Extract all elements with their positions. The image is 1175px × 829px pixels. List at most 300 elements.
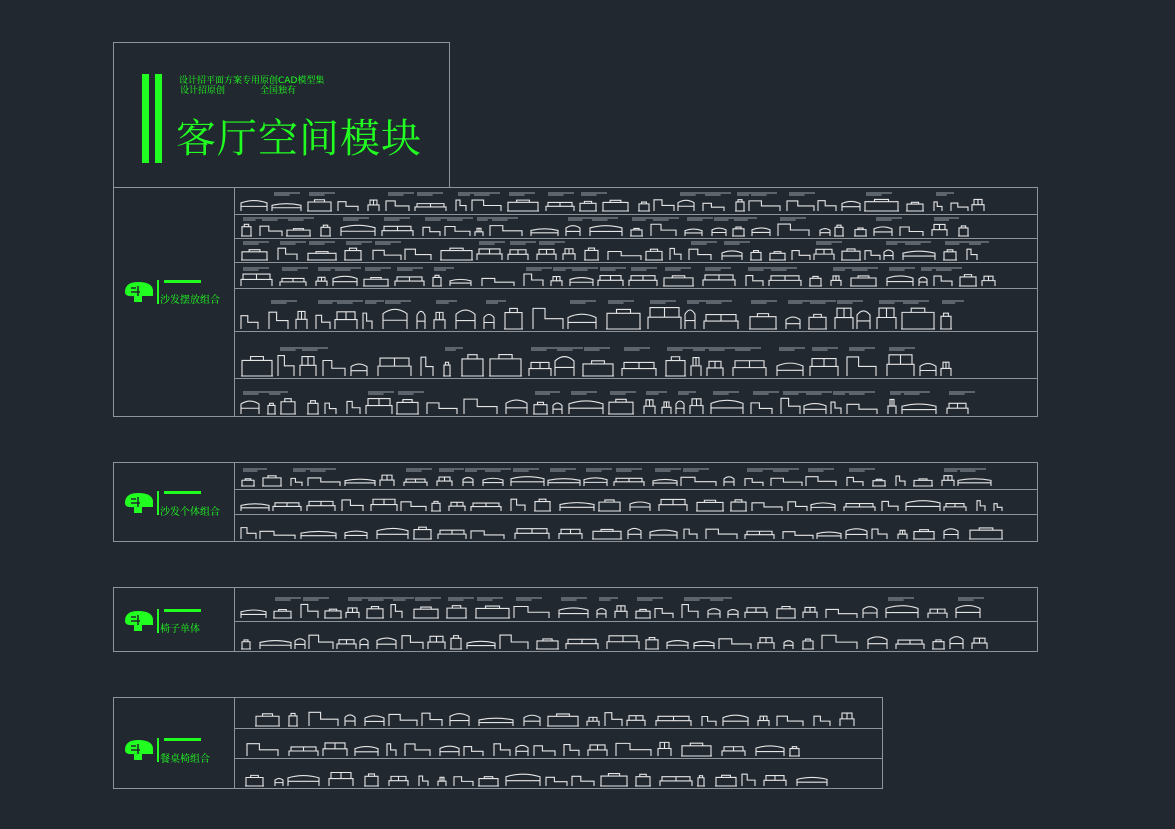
cad-block [588, 745, 607, 756]
cad-block [380, 475, 394, 486]
cad-block [706, 529, 737, 539]
cad-block [902, 404, 936, 414]
cad-block-tag [282, 268, 308, 270]
cad-block-tag [375, 242, 401, 244]
cad-block-tag [751, 193, 777, 195]
cad-block [489, 355, 522, 376]
cad-block-tag [631, 268, 657, 270]
cad-block [854, 228, 867, 236]
cad-block [579, 201, 597, 211]
cad-block-tag [271, 301, 297, 303]
cad-block [906, 501, 940, 511]
cad-block [296, 311, 307, 329]
cad-block-tag [485, 469, 511, 471]
cad-block-tag [269, 392, 288, 394]
cad-block-tag [581, 193, 607, 195]
cad-block [663, 276, 694, 286]
cad-block [427, 403, 457, 414]
cad-block [788, 502, 807, 511]
cad-block [722, 251, 742, 260]
cad-block [456, 200, 466, 211]
dining-blocks [235, 698, 882, 788]
section-label-cell [114, 188, 235, 416]
cad-block [307, 401, 319, 414]
cad-block-tag [368, 392, 394, 394]
section-label: 椅子单体 [160, 624, 200, 635]
cad-block-tag [833, 268, 853, 270]
cad-block [958, 226, 969, 236]
cad-block-tag [687, 218, 713, 220]
cad-block-tag [724, 242, 750, 244]
cad-block [309, 635, 333, 649]
cad-block-tag [783, 392, 809, 394]
cad-block [260, 531, 295, 539]
cad-block [432, 275, 442, 286]
cad-block-tag [274, 193, 300, 195]
cad-block [371, 499, 397, 511]
cad-block [475, 228, 483, 236]
cad-block [363, 313, 372, 329]
cad-block [943, 250, 957, 260]
cad-block-tag [486, 301, 506, 303]
cad-block [644, 400, 655, 414]
cad-block [630, 228, 643, 236]
cad-block [888, 399, 896, 414]
cad-block [269, 312, 288, 329]
cad-block [342, 500, 363, 511]
section-label: 餐桌椅组合 [160, 754, 210, 765]
cad-block-tag [650, 301, 676, 303]
cad-block [335, 312, 357, 329]
cad-block-tag [936, 193, 954, 195]
cad-block [703, 275, 735, 286]
cad-block [745, 608, 767, 618]
cad-block [746, 276, 763, 286]
cad-block-tag [616, 469, 642, 471]
cad-block-tag [531, 348, 557, 350]
cad-block-tag [568, 218, 592, 220]
cad-block [534, 746, 555, 756]
brand-icon [122, 738, 156, 762]
cad-block-tag [243, 469, 267, 471]
cad-block [919, 277, 927, 286]
cad-block [728, 610, 738, 618]
cad-block [568, 314, 596, 329]
cad-block [697, 776, 705, 786]
cad-block [972, 638, 987, 649]
cad-block-tag [513, 469, 539, 471]
cad-block-tag [526, 268, 552, 270]
cad-block-tag [888, 598, 914, 600]
cad-block [629, 276, 657, 286]
cad-block [309, 712, 338, 726]
cad-block [732, 227, 745, 236]
cad-block [300, 357, 316, 376]
cad-block-tag [417, 193, 443, 195]
cad-block-tag [465, 469, 485, 471]
cad-block [345, 531, 367, 539]
cad-block [563, 249, 575, 260]
cad-block [928, 609, 947, 618]
cad-block [769, 276, 801, 286]
cad-block-tag [684, 598, 710, 600]
cad-block [752, 503, 782, 511]
cad-block-tag [309, 193, 335, 195]
cad-block-tag [474, 193, 500, 195]
cad-block [484, 314, 494, 329]
cad-block [446, 606, 467, 618]
cad-block [494, 744, 510, 756]
cad-block [478, 777, 499, 786]
cad-block [421, 357, 433, 376]
cad-block-tag [637, 598, 663, 600]
cad-block [608, 251, 641, 260]
cad-block-tag [852, 268, 878, 270]
cad-block [615, 606, 627, 618]
cad-block [506, 774, 540, 786]
cad-block-tag [557, 348, 583, 350]
title-block [113, 42, 450, 188]
cad-block [733, 361, 766, 376]
sofa-single-blocks [235, 463, 1037, 541]
cad-block [635, 609, 651, 618]
cad-block [377, 528, 408, 539]
cad-block-tag [808, 469, 834, 471]
cad-block [884, 250, 893, 260]
cad-block [896, 476, 905, 486]
cad-block [730, 500, 747, 511]
cad-block [569, 401, 603, 414]
cad-block [665, 357, 686, 376]
cad-block [809, 276, 822, 286]
cad-block [659, 499, 687, 511]
cad-block [273, 610, 292, 618]
cad-block [656, 716, 691, 726]
cad-block [428, 636, 445, 649]
cad-block [751, 403, 772, 414]
cad-block [345, 479, 375, 486]
cad-block [842, 201, 860, 211]
cad-block [582, 361, 614, 376]
cad-block [944, 504, 966, 511]
cad-block [560, 503, 594, 511]
cad-block [864, 199, 899, 211]
cad-block [689, 249, 711, 260]
cad-block-tag [889, 348, 915, 350]
cad-block-tag [624, 348, 650, 350]
cad-block [708, 609, 720, 618]
cad-block [685, 310, 695, 329]
cad-block-tag [969, 242, 989, 244]
cad-block [614, 478, 644, 486]
cad-block [722, 747, 745, 756]
cad-block-tag [678, 392, 696, 394]
cad-block [872, 479, 886, 486]
cad-block [944, 529, 958, 539]
cad-block [241, 610, 266, 618]
cad-block [546, 202, 574, 211]
cad-block [934, 276, 952, 286]
cad-block-tag [905, 242, 931, 244]
cad-block-tag [288, 218, 314, 220]
cad-block [627, 716, 645, 726]
cad-block [345, 715, 355, 726]
cad-block [941, 362, 951, 376]
cad-block [587, 717, 599, 726]
cad-block [404, 479, 427, 486]
cad-block-tag [709, 348, 735, 350]
cad-block-tag [550, 469, 576, 471]
cad-block [913, 479, 933, 486]
cad-block [584, 478, 607, 486]
cad-block [405, 744, 430, 756]
cad-block-tag [592, 218, 618, 220]
cad-block [956, 606, 980, 618]
cad-block-tag [393, 598, 414, 600]
cad-block [942, 476, 954, 486]
cad-block [260, 641, 291, 649]
cad-block [749, 201, 780, 211]
cad-block-tag [365, 268, 391, 270]
cad-block [597, 609, 606, 618]
cad-block [280, 399, 296, 414]
cad-block [903, 251, 935, 260]
cad-block [515, 529, 549, 539]
cad-block [846, 529, 867, 539]
cad-block [378, 358, 411, 376]
subtitle-line2: 设计招原创 [180, 86, 226, 96]
section-dining-sets [113, 697, 883, 789]
cad-block [691, 358, 701, 376]
cad-block-tag [553, 268, 574, 270]
cad-block [272, 204, 301, 211]
cad-block [316, 277, 327, 286]
cad-block-tag [960, 469, 986, 471]
cad-block [431, 501, 441, 511]
cad-block [531, 229, 558, 236]
cad-block [450, 714, 469, 726]
cad-block [654, 200, 674, 211]
cad-block [877, 308, 896, 329]
cad-block-tag [706, 301, 732, 303]
cad-block [969, 528, 1003, 539]
cad-block-tag [655, 469, 681, 471]
cad-block [443, 362, 451, 376]
cad-block [241, 401, 259, 414]
cad-block [278, 248, 297, 260]
cad-block [764, 776, 786, 786]
cad-block-tag [477, 598, 503, 600]
cad-block [450, 279, 471, 286]
cad-block-tag [439, 469, 464, 471]
cad-block-tag [806, 392, 832, 394]
cad-block [337, 640, 356, 649]
cad-block [308, 478, 340, 486]
cad-block [438, 530, 466, 539]
cad-block [750, 251, 762, 260]
section-label-cell [114, 463, 235, 541]
cad-block [806, 477, 836, 486]
cad-block-tag [275, 598, 301, 600]
cad-block [702, 717, 716, 726]
cad-block [463, 477, 473, 486]
cad-block [758, 716, 769, 726]
cad-block [681, 477, 716, 486]
cad-block [745, 531, 774, 539]
cad-block [645, 249, 663, 260]
cad-block [719, 639, 751, 649]
cad-block [241, 316, 258, 329]
cad-block-tag [571, 392, 597, 394]
cad-block [651, 224, 676, 236]
cad-block [681, 743, 712, 756]
cad-block [655, 609, 673, 618]
cad-block [423, 227, 440, 236]
cad-block [445, 226, 470, 236]
cad-block [648, 308, 681, 329]
cad-block [847, 357, 876, 376]
cad-block [241, 274, 272, 286]
cad-block [516, 745, 528, 756]
cad-block [437, 477, 452, 486]
cad-block [826, 609, 857, 618]
cad-block-tag [335, 268, 361, 270]
chair-blocks [235, 588, 1037, 651]
cad-block [275, 778, 283, 786]
cad-block [241, 640, 251, 649]
cad-block [365, 716, 384, 726]
cad-block [366, 399, 392, 414]
cad-block [241, 504, 269, 511]
cad-block-tag [942, 301, 964, 303]
cad-block [802, 639, 814, 649]
cad-block-tag [343, 218, 369, 220]
cad-block [715, 775, 737, 786]
cad-block [255, 714, 280, 726]
cad-block [307, 200, 332, 211]
cad-block-tag [570, 301, 596, 303]
cad-block [383, 309, 407, 329]
title-bar-right [155, 74, 162, 163]
cad-block [797, 777, 827, 786]
cad-block [533, 402, 548, 414]
cad-block [347, 401, 360, 414]
cad-block [735, 200, 745, 211]
cad-block [346, 608, 359, 618]
cad-block [566, 639, 598, 649]
cad-block [803, 607, 817, 618]
cad-block [820, 229, 830, 236]
cad-block [511, 499, 525, 511]
brand-icon [122, 491, 156, 515]
cad-block-tag [586, 469, 612, 471]
cad-block [482, 278, 514, 286]
cad-block-tag [710, 598, 732, 600]
cad-block-tag [365, 301, 384, 303]
cad-block [506, 400, 527, 414]
cad-block [464, 747, 483, 756]
cad-block [471, 531, 504, 539]
cad-block [822, 635, 857, 649]
cad-block [684, 529, 697, 539]
cad-block [355, 747, 378, 756]
cad-block [307, 501, 335, 511]
brand-icon [122, 609, 156, 633]
cad-block [325, 403, 336, 414]
cad-block [377, 638, 396, 649]
cad-block-tag [816, 242, 842, 244]
cad-block-tag [398, 392, 424, 394]
cad-block [667, 641, 688, 649]
cad-block [438, 777, 446, 786]
cad-block [450, 636, 462, 649]
cad-block-tag [548, 193, 574, 195]
cad-block [440, 248, 473, 260]
cad-block [874, 227, 892, 236]
cad-block-tag [665, 268, 691, 270]
cad-block [887, 355, 914, 376]
cad-block [472, 200, 501, 211]
cad-block-tag [753, 392, 779, 394]
cad-block [932, 640, 945, 649]
cad-block [810, 359, 838, 376]
cad-block-tag [779, 348, 805, 350]
cad-block [477, 249, 502, 260]
cad-block-tag [866, 193, 892, 195]
cad-block [534, 499, 551, 511]
cad-block [564, 745, 579, 756]
cad-block [533, 308, 563, 329]
cad-block-tag [516, 598, 542, 600]
cad-block [781, 398, 800, 414]
cad-block [628, 528, 641, 539]
cad-block [413, 527, 432, 539]
cad-block [241, 479, 255, 486]
cad-block [771, 478, 802, 486]
cad-block [638, 202, 650, 211]
cad-block [475, 606, 510, 618]
cad-block [660, 777, 692, 786]
cad-block [288, 776, 319, 786]
cad-block [329, 772, 353, 786]
cad-block [529, 362, 551, 376]
cad-block-tag [309, 242, 335, 244]
cad-block-tag [434, 268, 454, 270]
cad-block [742, 774, 755, 786]
cad-block [712, 228, 726, 236]
cad-block [607, 636, 639, 649]
cad-block-tag [415, 598, 441, 600]
cad-block-tag [600, 268, 626, 270]
cad-block-tag [572, 268, 598, 270]
cad-block [405, 249, 431, 260]
cad-block [395, 277, 424, 286]
cad-block-tag [243, 242, 269, 244]
cad-block [622, 362, 656, 376]
label-dash [164, 738, 201, 741]
section-chairs [113, 587, 1038, 652]
cad-block-tag [771, 268, 797, 270]
cad-block-tag [406, 469, 432, 471]
cad-block-tag [539, 242, 565, 244]
cad-block-tag [310, 469, 336, 471]
cad-block [670, 248, 681, 260]
cad-block-tag [646, 392, 667, 394]
cad-block [267, 403, 276, 414]
cad-block-tag [849, 392, 875, 394]
cad-block [630, 502, 650, 511]
cad-block [566, 226, 580, 236]
